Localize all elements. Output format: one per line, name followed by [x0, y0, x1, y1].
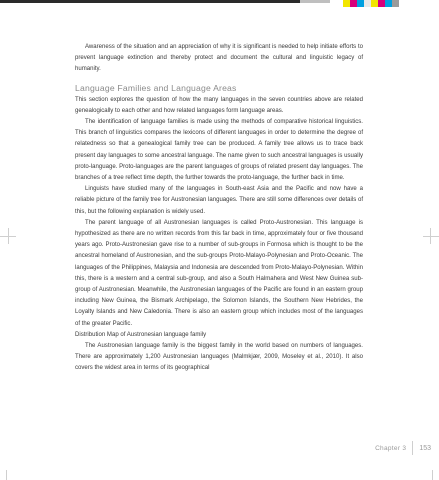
intro-paragraph: Awareness of the situation and an appreciation of why it is significant is needed to help initiate efforts to prevent language extinction and thereby protect and document the cultural and linguistic legacy of humanity.: [75, 44, 363, 73]
page-body: [75, 42, 363, 375]
chapter-label: Chapter 3: [375, 444, 407, 452]
color-swatch-0: [343, 0, 350, 7]
color-swatch-2: [357, 0, 364, 7]
page-footer: [375, 442, 431, 454]
paragraph-1: This section explores the question of how the many languages in the seven countries above are related genealogically to each other and how related languages form language areas.: [75, 96, 363, 114]
color-swatch-1: [350, 0, 357, 7]
crop-mark-left-h: [0, 236, 16, 237]
map-caption: Distribution Map of Austronesian language family: [75, 331, 207, 338]
color-swatch-4: [371, 0, 378, 7]
color-swatch-5: [378, 0, 385, 7]
crop-mark-bottom-right: [432, 470, 433, 480]
print-header-bar: [0, 0, 439, 7]
color-swatch-6: [385, 0, 392, 7]
header-gray-strip: [300, 0, 330, 3]
paragraph-2: The identification of language families is made using the methods of comparative historical linguistics. This branch of linguistics compares the lexicons of different languages in order to determine the degree of relatedness so that a genealogical family tree can be produced. A family tree allows us to trace back present day languages to some ancestral language. The name given to such ancestral languages is usually proto-language. Proto-languages are the parent languages of groups of related present day languages. The branches of a tree reflect time depth, the further towards the proto-language, the further back in time.: [75, 119, 363, 182]
paragraph-4: The parent language of all Austronesian languages is called Proto-Austronesian. This language is hypothesized as there are no written records from this far back in time, approximately four or five thousand years ago. Proto-Austronesian gave rise to a number of sub-groups in Formosa which is thought to be the ancestral homeland of Austronesian, and the sub-groups Proto-Malayo-Polynesian and Proto-Oceanic. The languages of the Philippines, Malaysia and Indonesia are descended from Proto-Malayo-Polynesian. Within this, there is a western and a central sub-group, and also a South Halmahera and West New Guinea sub-group of Austronesian. Meanwhile, the Austronesian languages of the Pacific are found in an eastern group including New Guinea, the Bismark Archipelago, the Solomon Islands, the Southern New Hebrides, the Loyalty Islands and New Caledonia. There is also an eastern group which includes most of the languages of the greater Pacific.: [75, 219, 363, 327]
paragraph-3: Linguists have studied many of the languages in South-east Asia and the Pacific and now have a reliable picture of the family tree for Austronesian languages. There are still some differences over details of this, but the following explanation is widely used.: [75, 186, 363, 215]
color-calibration-swatches: [343, 0, 399, 7]
crop-mark-right-h: [423, 236, 439, 237]
header-dark-strip: [0, 0, 300, 3]
color-swatch-7: [392, 0, 399, 7]
section-heading: Language Families and Language Areas: [75, 82, 237, 93]
color-swatch-3: [364, 0, 371, 7]
page-number: 153: [419, 444, 431, 452]
paragraph-5: The Austronesian language family is the biggest family in the world based on numbers of languages. There are approximately 1,200 Austronesian languages (Malmkjær, 2009, Moseley et al., 2010). It also covers the widest area in terms of its geographical: [75, 343, 363, 372]
crop-mark-bottom-left: [6, 470, 7, 480]
